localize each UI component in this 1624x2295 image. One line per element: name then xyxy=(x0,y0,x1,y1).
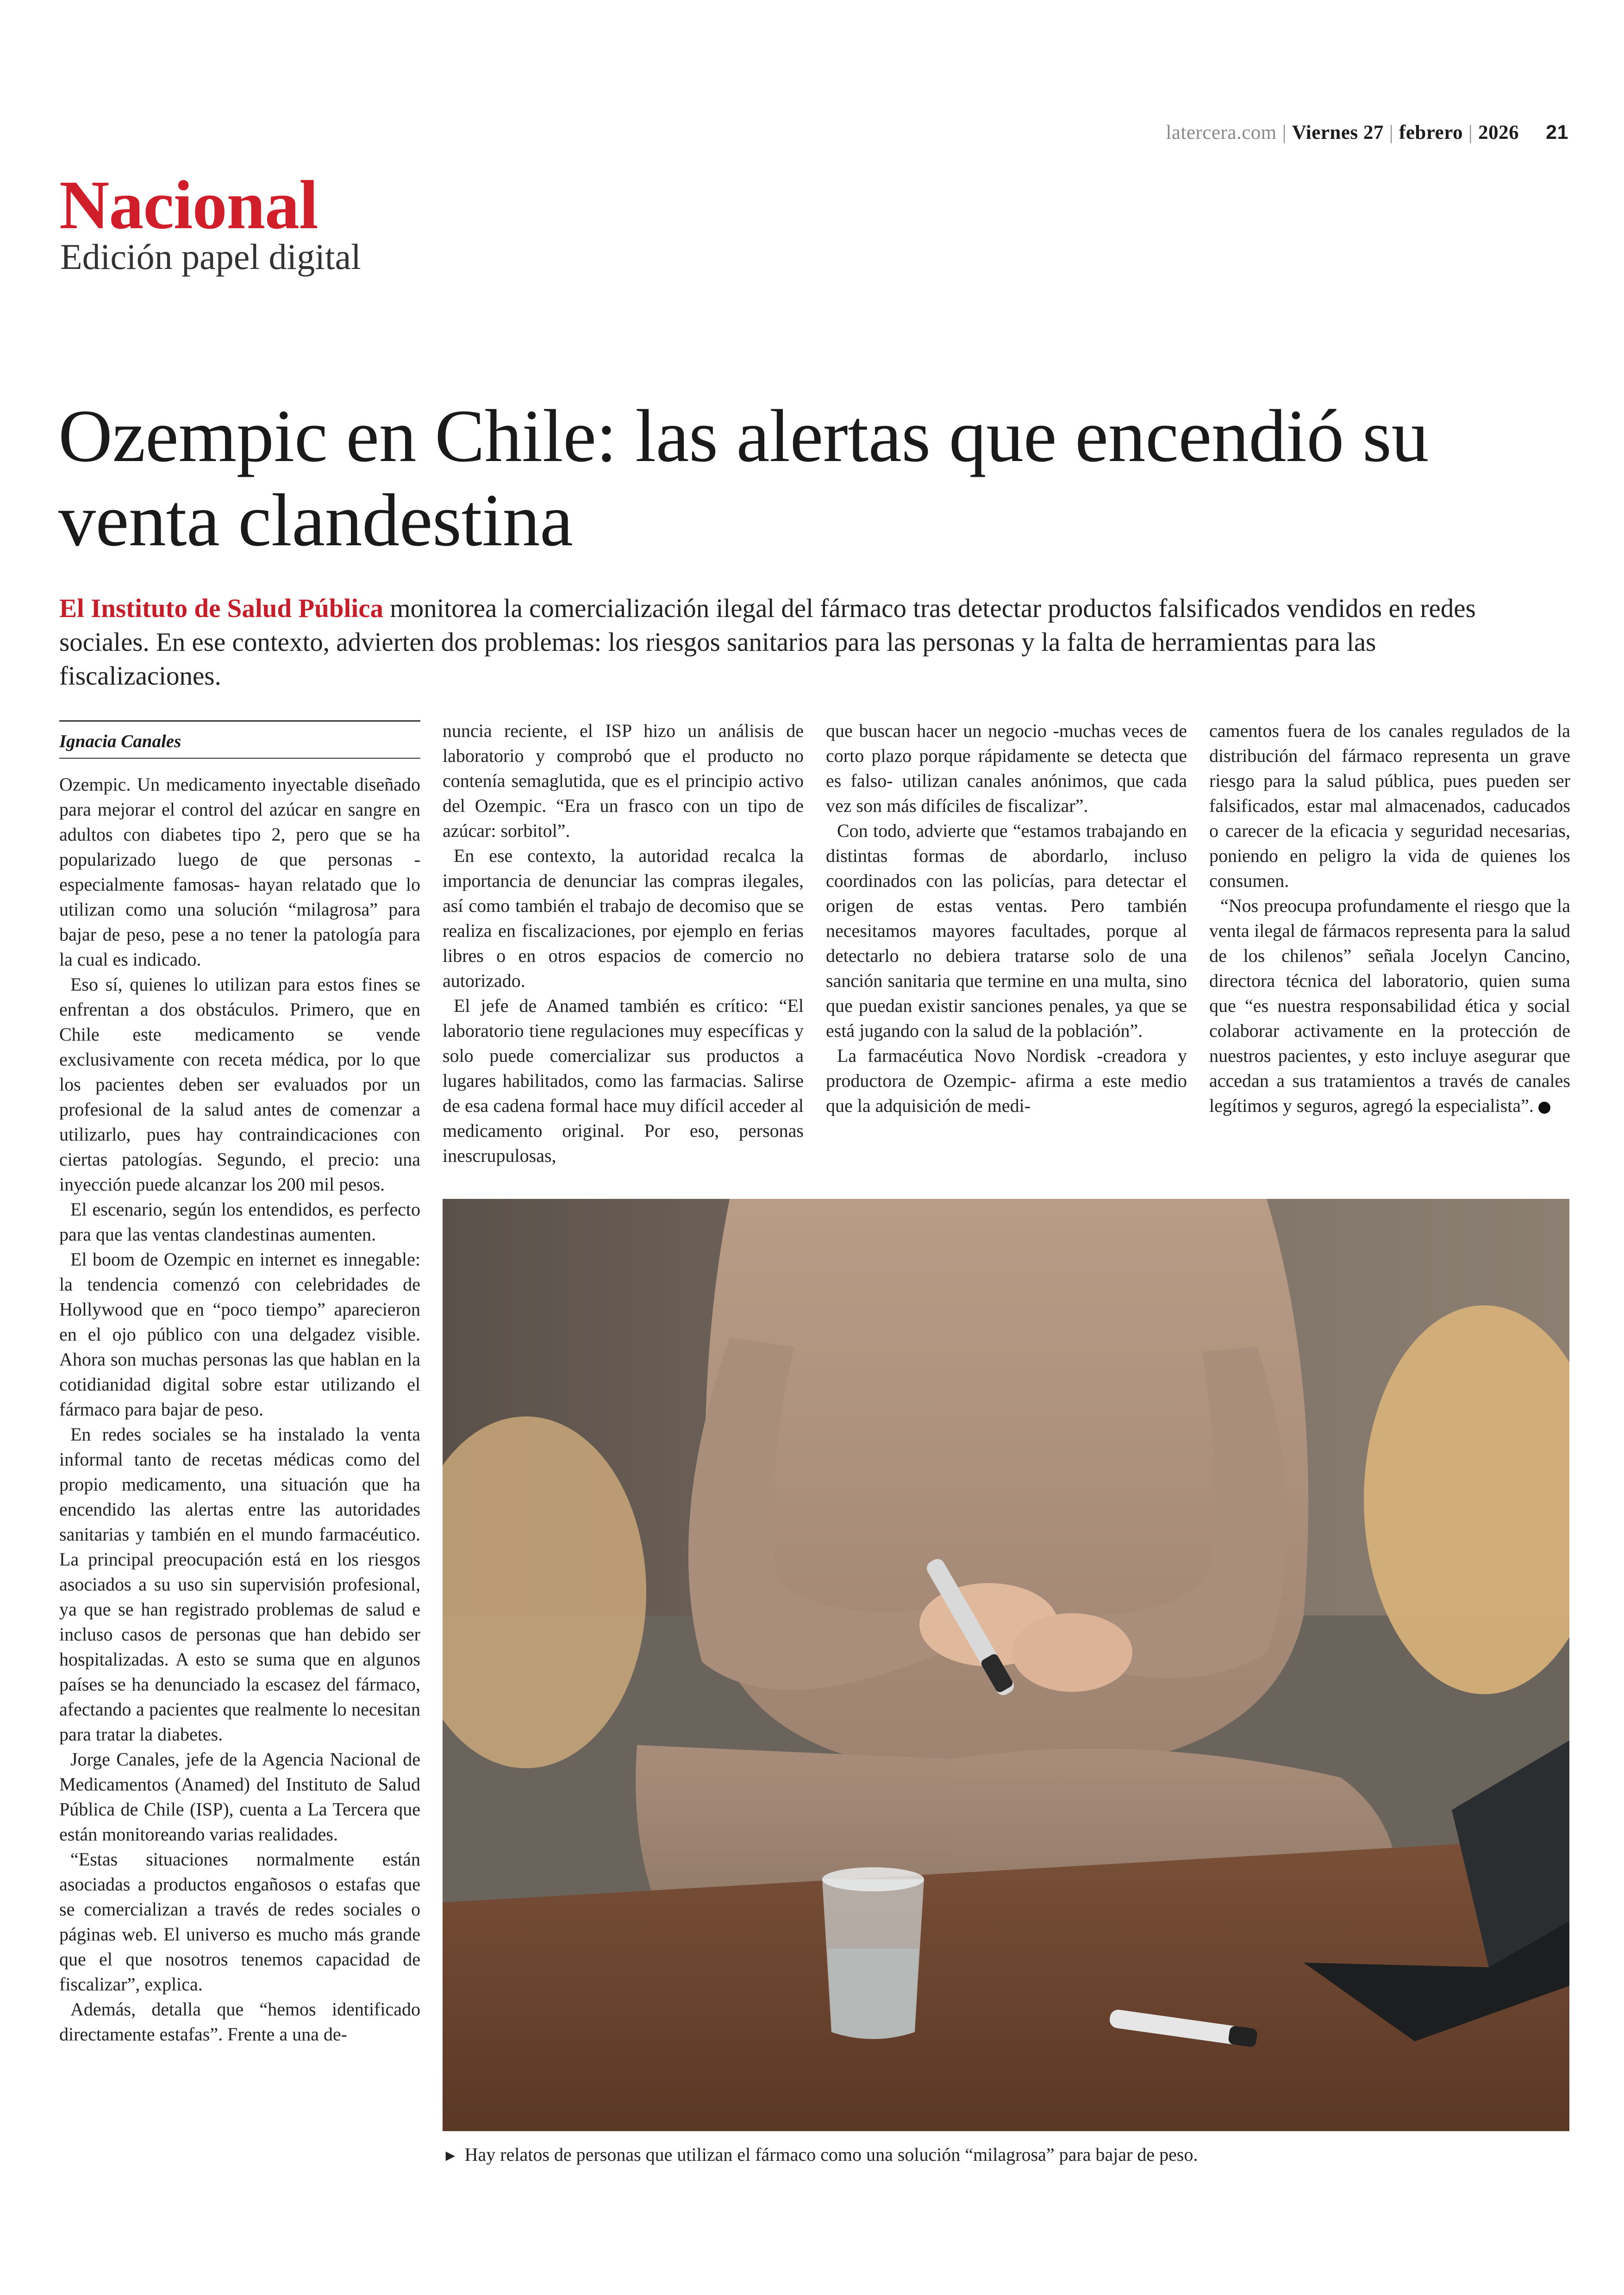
byline-block xyxy=(59,720,420,759)
paragraph: que buscan hacer un negocio -muchas veces de corto plazo porque rápidamente se detecta que es falso- utilizan canales anónimos, que cada vez son más difíciles de fiscalizar”. xyxy=(826,720,1187,816)
section-title: Nacional xyxy=(59,167,318,243)
paragraph: Además, detalla que “hemos identificado directamente estafas”. Frente a una de- xyxy=(59,1999,420,2045)
header-separator: | xyxy=(1468,122,1473,143)
site-name[interactable]: latercera.com xyxy=(1166,122,1277,143)
header-separator: | xyxy=(1389,122,1394,143)
page-header xyxy=(1166,121,1568,144)
article-column-3 xyxy=(826,718,1187,1172)
header-separator: | xyxy=(1282,122,1287,143)
article-photo xyxy=(443,1199,1569,2131)
paragraph: Ozempic. Un medicamento inyectable diseñado para mejorar el control del azúcar en sangre en adultos con diabetes tipo 2, pero que se ha popularizado luego de que personas -especialmente famosas- hayan relatado que lo utilizan como una solución “milagrosa” para bajar de peso, pese a no tener la patología para la cual es indicado. xyxy=(59,774,420,970)
caption-text: Hay relatos de personas que utilizan el fármaco como una solución “milagrosa” para bajar de peso. xyxy=(464,2144,1198,2165)
article-column-2 xyxy=(443,718,804,1172)
paragraph-final xyxy=(1209,893,1570,1118)
paragraph: Con todo, advierte que “estamos trabajando en distintas formas de abordarlo, incluso coordinados con las policías, para detectar el origen de estas ventas. Pero también necesitamos mayores facultades, porque al detectarlo no debiera tratarse solo de una sanción sanitaria que termine en una multa, sino que puedan existir sanciones penales, ya que se está jugando con la salud de la población”. xyxy=(826,820,1187,1041)
paragraph: El escenario, según los entendidos, es perfecto para que las ventas clandestinas aumenten. xyxy=(59,1199,420,1245)
paragraph: “Estas situaciones normalmente están asociadas a productos engañosos o estafas que se comercializan a través de redes sociales o páginas web. El universo es mucho más grande que el que nosotros tenemos capacidad de fiscalizar”, explica. xyxy=(59,1849,420,1995)
photo-illustration xyxy=(443,1199,1569,2131)
paragraph: “Nos preocupa profundamente el riesgo que la venta ilegal de fármacos representa para la salud de los chilenos” señala Jocelyn Cancino, directora técnica del laboratorio, quien suma que “es nuestra responsabilidad ética y social colaborar activamente en la protección de nuestros pacientes, y esto incluye asegurar que accedan a sus tratamientos a través de canales legítimos y seguros, agregó la especialista”. xyxy=(1209,895,1570,1116)
end-of-article-icon xyxy=(1538,1102,1550,1114)
date-day: Viernes 27 xyxy=(1292,122,1384,143)
page-number: 21 xyxy=(1546,121,1568,143)
photo-caption xyxy=(443,2142,1569,2169)
paragraph: nuncia reciente, el ISP hizo un análisis de laboratorio y comprobó que el producto no contenía semaglutida, que es el principio activo del Ozempic. “Era un frasco con un tipo de azúcar: sorbitol”. xyxy=(443,720,804,841)
paragraph: El boom de Ozempic en internet es innegable: la tendencia comenzó con celebridades de Hollywood que en “poco tiempo” aparecieron en el ojo público con una delgadez visible. Ahora son muchas personas las que hablan en la cotidianidad digital sobre estar utilizando el fármaco para bajar de peso. xyxy=(59,1249,420,1420)
lead-text: monitorea la comercialización ilegal del fármaco tras detectar productos falsificados vendidos en redes sociales. En ese contexto, advierten dos problemas: los riesgos sanitarios para las personas y la falta de herramientas para las fiscalizaciones. xyxy=(59,594,1476,691)
date-year: 2026 xyxy=(1478,122,1519,143)
date-month: febrero xyxy=(1399,122,1463,143)
byline: Ignacia Canales xyxy=(59,731,181,751)
section-subtitle: Edición papel digital xyxy=(60,237,361,277)
paragraph: Eso sí, quienes lo utilizan para estos fines se enfrentan a dos obstáculos. Primero, que en Chile este medicamento se vende exclusivamente con receta médica, por lo que los pacientes deben ser evaluados por un profesional de la salud antes de comenzar a utilizarlo, pues hay contraindicaciones con ciertas patologías. Segundo, el precio: una inyección puede alcanzar los 200 mil pesos. xyxy=(59,974,420,1195)
paragraph: camentos fuera de los canales regulados de la distribución del fármaco representa un grave riesgo para la salud pública, pues pueden ser falsificados, estar mal almacenados, caducados o carecer de la eficacia y seguridad necesarias, poniendo en peligro la vida de quienes los consumen. xyxy=(1209,720,1570,891)
article-headline: Ozempic en Chile: las alertas que encendió su venta clandestina xyxy=(58,395,1429,562)
lead-accent: El Instituto de Salud Pública xyxy=(59,594,384,623)
caption-marker-icon: ► xyxy=(443,2147,458,2164)
article-column-4 xyxy=(1209,718,1570,1172)
paragraph: En ese contexto, la autoridad recalca la importancia de denunciar las compras ilegales, así como también el trabajo de decomiso que se realiza en fiscalizaciones, por ejemplo en ferias libres o en otros espacios de comercio no autorizado. xyxy=(443,845,804,991)
paragraph: En redes sociales se ha instalado la venta informal tanto de recetas médicas como del propio medicamento, una situación que ha encendido las alertas entre las autoridades sanitarias y también en el mundo farmacéutico. La principal preocupación está en los riesgos asociados a su uso sin supervisión profesional, ya que se han registrado problemas de salud e incluso casos de personas que han debido ser hospitalizadas. A esto se suma que en algunos países se ha denunciado la escasez del fármaco, afectando a pacientes que realmente lo necesitan para tratar la diabetes. xyxy=(59,1424,420,1745)
divider xyxy=(59,720,420,722)
paragraph: Jorge Canales, jefe de la Agencia Nacional de Medicamentos (Anamed) del Instituto de Salud Pública de Chile (ISP), cuenta a La Tercera que están monitoreando varias realidades. xyxy=(59,1749,420,1845)
paragraph: El jefe de Anamed también es crítico: “El laboratorio tiene regulaciones muy específicas y solo puede comercializar sus productos a lugares habilitados, como las farmacias. Salirse de esa cadena formal hace muy difícil acceder al medicamento original. Por eso, personas inescrupulosas, xyxy=(443,995,804,1166)
paragraph: La farmacéutica Novo Nordisk -creadora y productora de Ozempic- afirma a este medio que la adquisición de medi- xyxy=(826,1045,1187,1116)
article-lead xyxy=(59,592,1541,693)
article-column-1 xyxy=(59,772,420,2198)
divider xyxy=(59,758,420,759)
